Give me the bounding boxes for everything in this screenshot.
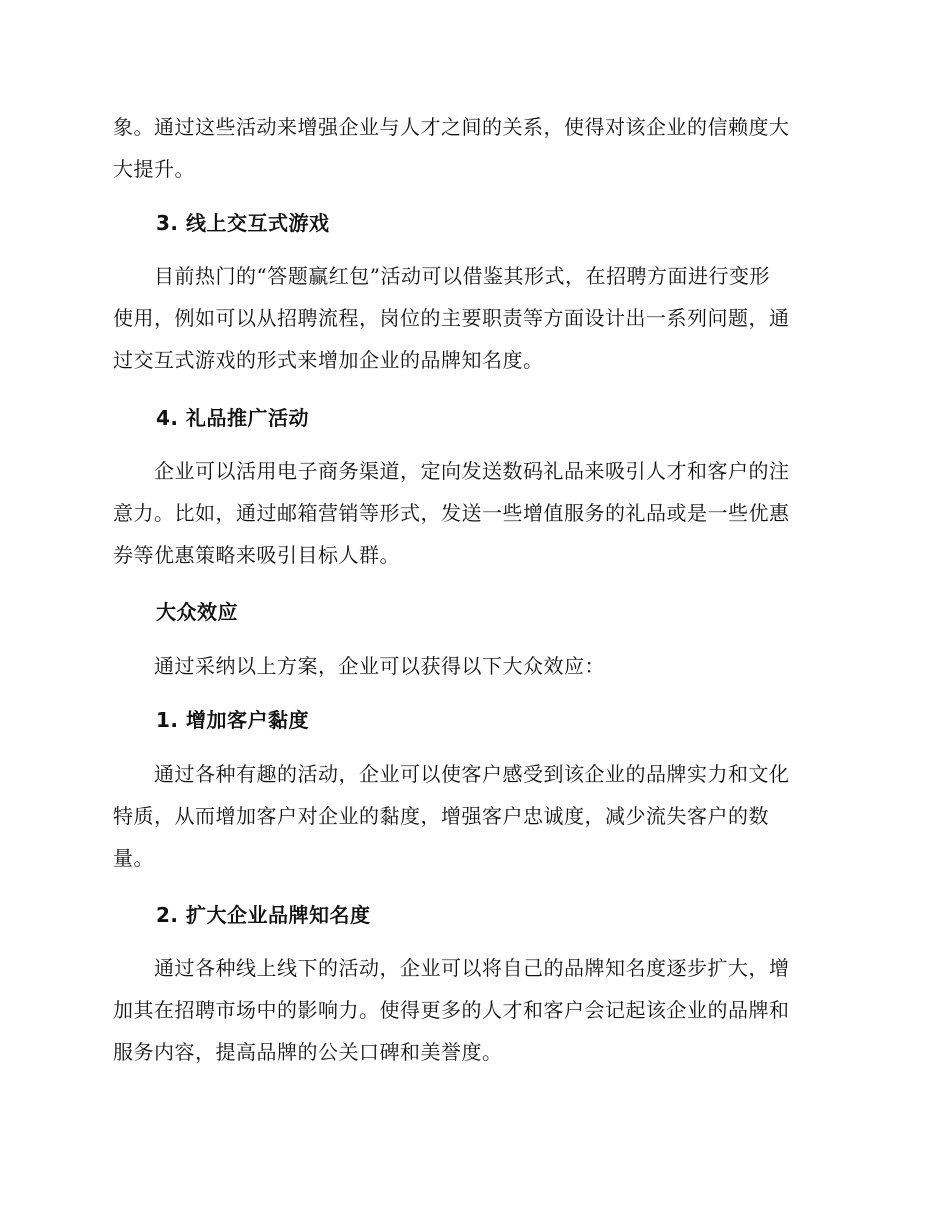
heading-customer-stickiness: 1. 增加客户黏度 bbox=[156, 708, 309, 732]
paragraph-brand-awareness: 通过各种线上线下的活动，企业可以将自己的品牌知名度逐步扩大，增 加其在招聘市场中的影响力。使得更多的人才和客户会记起该企业的品牌和 服务内容，提高品牌的公关口碑和美誉度。 bbox=[113, 956, 790, 1064]
heading-gift-promotion: 4. 礼品推广活动 bbox=[156, 406, 309, 430]
paragraph-gift-promotion: 企业可以活用电子商务渠道，定向发送数码礼品来吸引人才和客户的注 意力。比如，通过邮箱营销等形式，发送一些增值服务的礼品或是一些优惠 券等优惠策略来吸引目标人群。 bbox=[113, 459, 790, 567]
paragraph-mass-effect-intro: 通过采纳以上方案，企业可以获得以下大众效应： bbox=[113, 654, 605, 678]
heading-online-interactive-games: 3. 线上交互式游戏 bbox=[156, 211, 330, 235]
heading-brand-awareness: 2. 扩大企业品牌知名度 bbox=[156, 903, 371, 927]
section-title-mass-effect: 大众效应 bbox=[156, 600, 238, 624]
paragraph-online-games: 目前热门的“答题赢红包”活动可以借鉴其形式，在招聘方面进行变形 使用，例如可以从招聘流程，岗位的主要职责等方面设计出一系列问题，通 过交互式游戏的形式来增加企业的品牌知名度。 bbox=[113, 264, 790, 372]
paragraph-continuation: 象。通过这些活动来增强企业与人才之间的关系，使得对该企业的信赖度大 大提升。 bbox=[113, 115, 790, 181]
paragraph-customer-stickiness: 通过各种有趣的活动，企业可以使客户感受到该企业的品牌实力和文化 特质，从而增加客户对企业的黏度，增强客户忠诚度，减少流失客户的数 量。 bbox=[113, 762, 790, 870]
